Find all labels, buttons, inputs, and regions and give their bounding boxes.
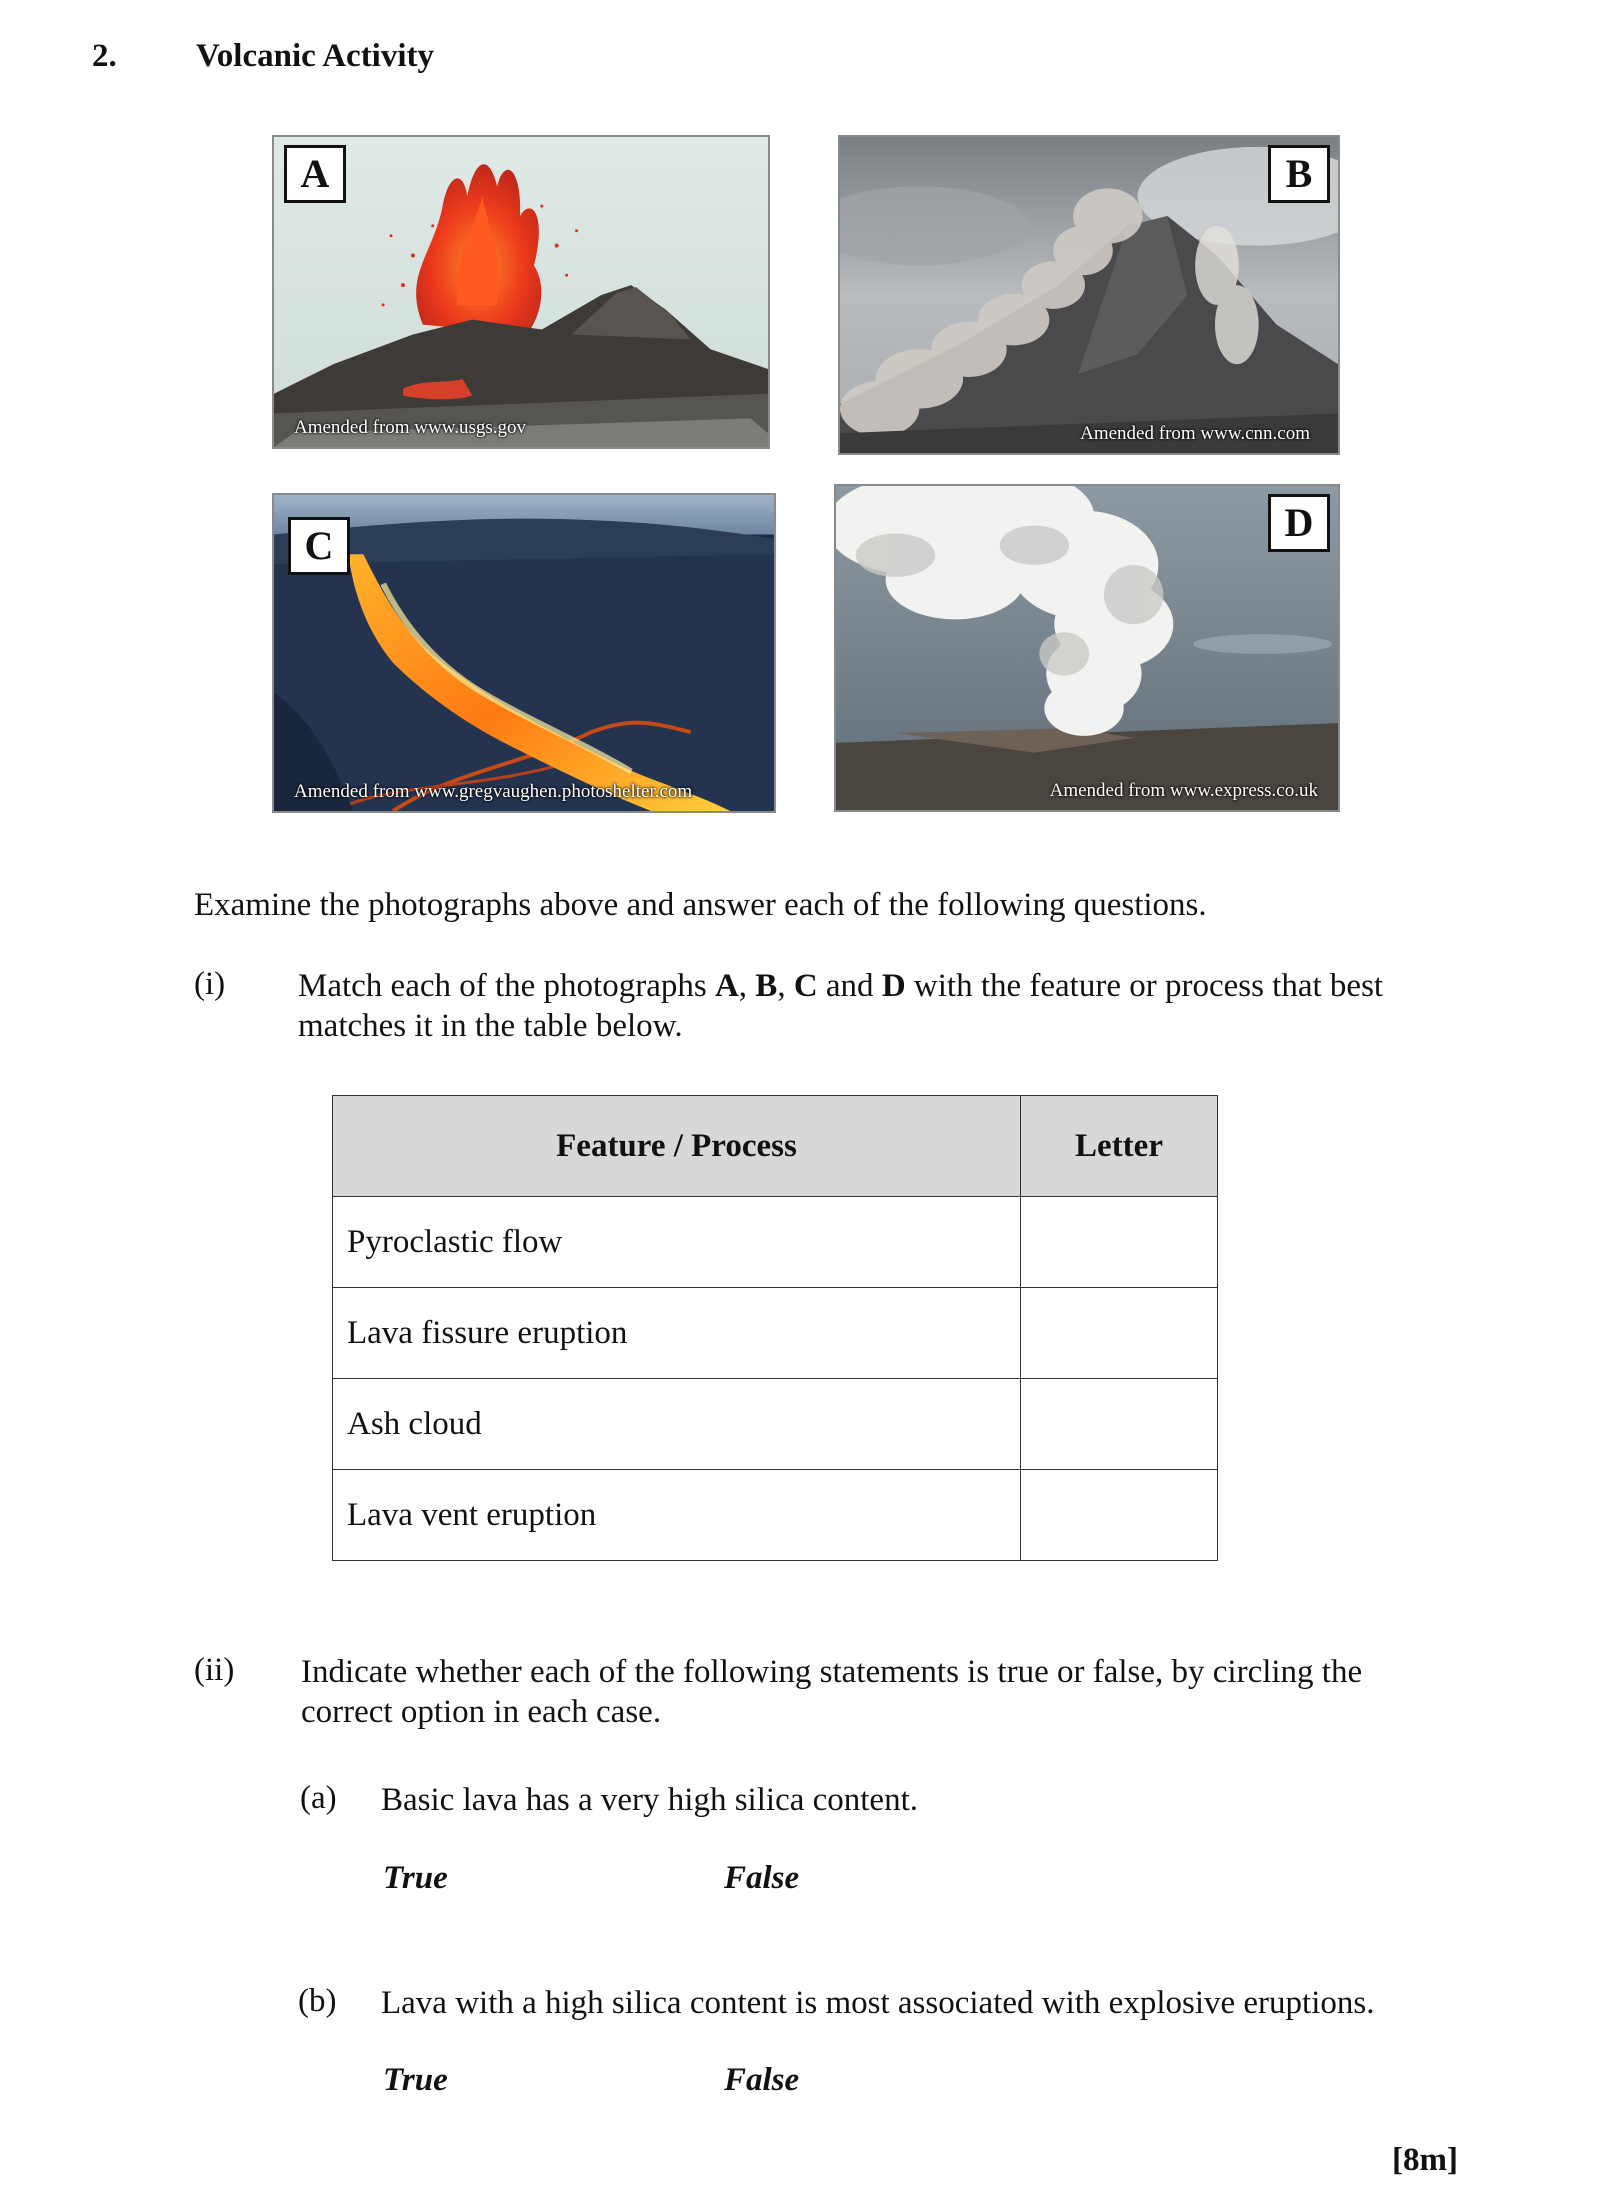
intro-text: Examine the photographs above and answer each of the following questions. <box>194 887 1207 923</box>
photo-letter-c: C <box>793 968 818 1004</box>
photo-c <box>272 493 776 813</box>
feature-cell: Lava fissure eruption <box>333 1288 1021 1379</box>
feature-cell: Lava vent eruption <box>333 1470 1021 1561</box>
part-ii-numeral: (ii) <box>194 1652 235 1688</box>
letter-answer-cell[interactable] <box>1021 1379 1218 1470</box>
photo-b-credit: Amended from www.cnn.com <box>1080 423 1310 444</box>
question-number: 2. <box>92 38 117 74</box>
photo-d-credit: Amended from www.express.co.uk <box>1049 780 1318 801</box>
photo-c-credit: Amended from www.gregvaughen.photoshelter.com <box>294 781 693 802</box>
part-i-text-before: Match each of the photographs <box>298 968 715 1004</box>
header-letter: Letter <box>1021 1096 1218 1197</box>
feature-cell: Ash cloud <box>333 1379 1021 1470</box>
letter-answer-cell[interactable] <box>1021 1288 1218 1379</box>
statement-a-text: Basic lava has a very high silica content. <box>381 1782 918 1818</box>
statement-b-text: Lava with a high silica content is most associated with explosive eruptions. <box>381 1985 1375 2021</box>
photo-a <box>272 135 770 449</box>
statement-a-false-option[interactable]: False <box>724 1860 800 1896</box>
statement-a-label: (a) <box>300 1780 337 1816</box>
photo-c-label: C <box>288 517 350 575</box>
sep-3: and <box>817 968 882 1004</box>
part-i-text-after: with the feature or process that best matches it in the table below. <box>298 968 1384 1044</box>
statement-b-false-option[interactable]: False <box>724 2062 800 2098</box>
sep-1: , <box>738 968 756 1004</box>
header-feature-process: Feature / Process <box>333 1096 1021 1197</box>
photo-a-image <box>274 137 768 447</box>
question-title: Volcanic Activity <box>196 38 435 74</box>
table-row <box>333 1197 1218 1288</box>
photo-b-label: B <box>1268 145 1330 203</box>
photo-a-label: A <box>284 145 346 203</box>
letter-answer-cell[interactable] <box>1021 1197 1218 1288</box>
photo-letter-b: B <box>755 968 778 1004</box>
table-row <box>333 1470 1218 1561</box>
photo-a-credit: Amended from www.usgs.gov <box>294 417 527 438</box>
statement-b-true-option[interactable]: True <box>383 2062 448 2098</box>
photo-d-image <box>836 486 1338 810</box>
statement-a-true-option[interactable]: True <box>383 1860 448 1896</box>
table-header-row <box>333 1096 1218 1197</box>
photo-letter-d: D <box>881 968 906 1004</box>
feature-cell: Pyroclastic flow <box>333 1197 1021 1288</box>
table-row <box>333 1288 1218 1379</box>
letter-answer-cell[interactable] <box>1021 1470 1218 1561</box>
photo-letter-a: A <box>714 968 739 1004</box>
statement-b-label: (b) <box>298 1983 337 2019</box>
photo-b <box>838 135 1340 455</box>
photo-d <box>834 484 1340 812</box>
photo-d-label: D <box>1268 494 1330 552</box>
marks-total: [8m] <box>1392 2142 1458 2178</box>
table-row <box>333 1379 1218 1470</box>
sep-2: , <box>777 968 794 1004</box>
photo-b-image <box>840 137 1338 453</box>
matching-table <box>332 1095 1218 1561</box>
part-ii-text: Indicate whether each of the following statements is true or false, by circling the correct option in each case. <box>301 1654 1363 1730</box>
part-i-text <box>298 966 1468 1046</box>
part-i-numeral: (i) <box>194 966 226 1002</box>
